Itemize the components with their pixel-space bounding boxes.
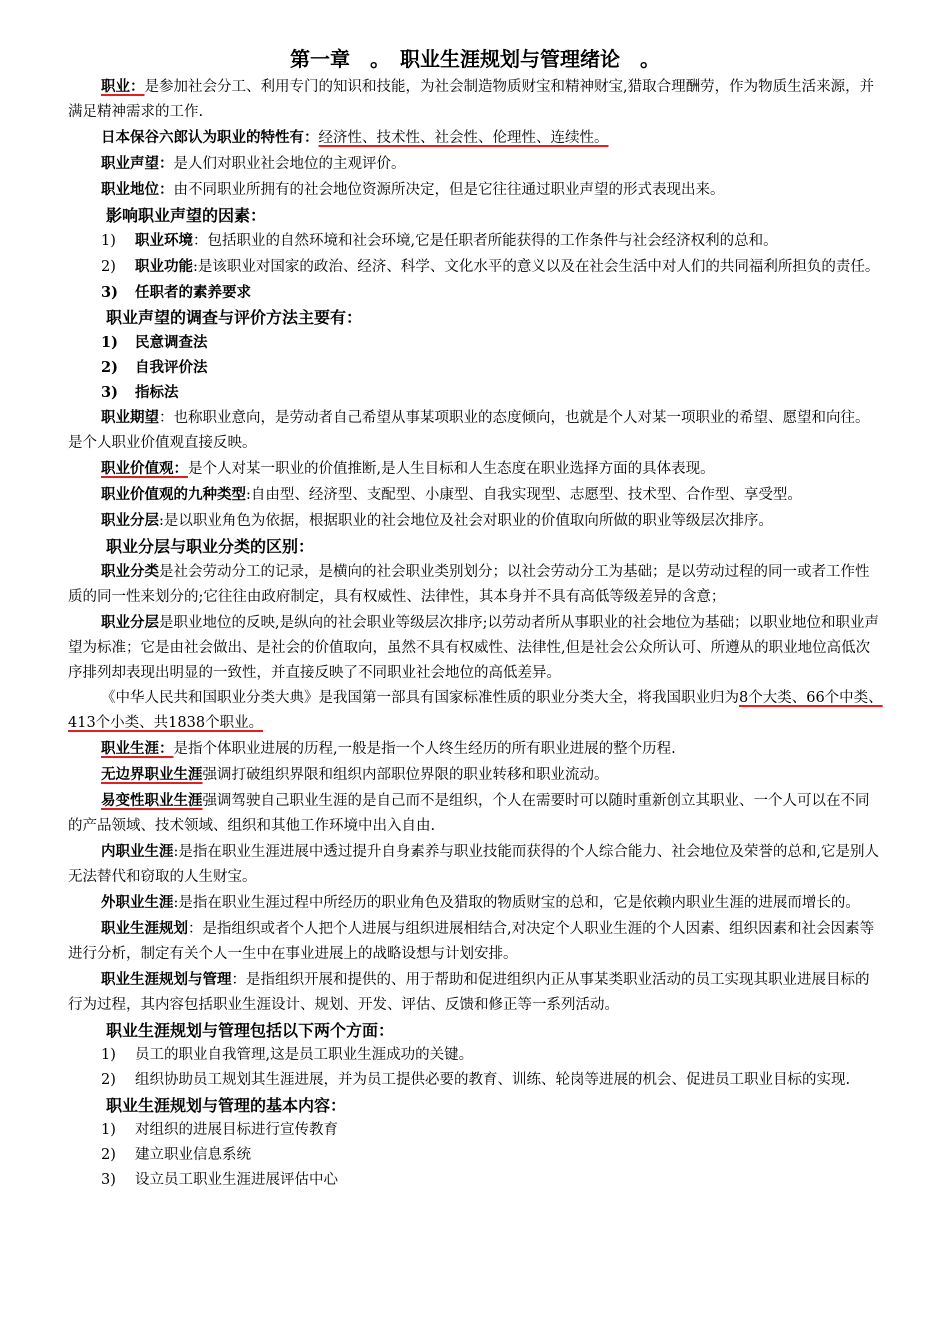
text: 《中华人民共和国职业分类大典》是我国第一部具有国家标准性质的职业分类大全，将我国职业归为 bbox=[101, 690, 739, 706]
list-item bbox=[68, 380, 883, 405]
list-item bbox=[68, 228, 883, 254]
list-number: 3) bbox=[101, 384, 118, 401]
list-number: 1) bbox=[101, 233, 116, 249]
section-heading: 影响职业声望的因素： bbox=[106, 206, 267, 225]
text: :是指在职业生涯进展中透过提升自身素养与职业技能而获得的个人综合能力、社会地位及荣誉的总和,它是别人无法替代和窃取的人生财宝。 bbox=[68, 844, 879, 885]
term: 职业声望： bbox=[101, 155, 174, 172]
paragraph-career-management bbox=[68, 967, 883, 1018]
text: 民意调查法 bbox=[135, 334, 208, 351]
term: 职业地位： bbox=[101, 181, 174, 198]
paragraph-occupation bbox=[68, 74, 883, 125]
text: ：是指组织或者个人把个人进展与组织进展相结合,对决定个人职业生涯的个人因素、组织因素和社会因素等进行分析，制定有关个人一生中在事业进展上的战略设想与计划安排。 bbox=[68, 921, 875, 962]
list-number: 3) bbox=[101, 1172, 116, 1188]
term: 职业生涯： bbox=[101, 740, 174, 757]
paragraph-expectation bbox=[68, 405, 883, 456]
paragraph-status bbox=[68, 177, 883, 203]
list-item bbox=[68, 1168, 883, 1193]
paragraph-internal-career bbox=[68, 839, 883, 890]
text: 强调打破组织界限和组织内部职位界限的职业转移和职业流动。 bbox=[202, 767, 609, 783]
term: 外职业生涯 bbox=[101, 894, 174, 911]
text: 设立员工职业生涯进展评估中心 bbox=[135, 1172, 338, 1188]
list-item bbox=[68, 1043, 883, 1068]
paragraph-career bbox=[68, 736, 883, 762]
list-number: 1) bbox=[101, 334, 118, 351]
paragraph-classification-dictionary bbox=[68, 686, 883, 736]
term: 职业分类 bbox=[101, 563, 159, 580]
paragraph-protean-career bbox=[68, 788, 883, 839]
term: 职业价值观的九种类型 bbox=[101, 486, 246, 503]
text: 是指个体职业进展的历程,一般是指一个人终生经历的所有职业进展的整个历程. bbox=[173, 741, 676, 757]
section-heading: 职业分层与职业分类的区别： bbox=[106, 537, 315, 556]
term: 职业分层 bbox=[101, 512, 159, 529]
term: 内职业生涯 bbox=[101, 843, 174, 860]
paragraph-external-career bbox=[68, 890, 883, 916]
paragraph-boundaryless-career bbox=[68, 762, 883, 788]
paragraph-classification bbox=[68, 559, 883, 610]
list-number: 2) bbox=[101, 1147, 116, 1163]
document-body bbox=[68, 74, 883, 1193]
highlight: 8个大类、66个中类、413个小类、共1838个职业。 bbox=[68, 690, 883, 731]
text: :自由型、经济型、支配型、小康型、自我实现型、志愿型、技术型、合作型、享受型。 bbox=[246, 487, 802, 503]
text: 是职业地位的反映,是纵向的社会职业等级层次排序;以劳动者所从事职业的社会地位为基础；以职业地位和职业声望为标准；它是由社会做出、是社会的价值取向，虽然不具有权威性、法律性,但是社会公众所认可、所遵从的职业地位高低次序排列却表现出明显的一致性，并直接反映了不同职业社会地位的高低差异。 bbox=[68, 615, 879, 681]
text: 建立职业信息系统 bbox=[135, 1147, 251, 1163]
paragraph-values bbox=[68, 456, 883, 482]
text: 经济性、技术性、社会性、伦理性、连续性。 bbox=[318, 130, 609, 146]
list-number: 3) bbox=[101, 284, 118, 301]
term: 职业： bbox=[101, 78, 145, 95]
term: 职业价值观： bbox=[101, 460, 188, 477]
text: :是该职业对国家的政治、经济、科学、文化水平的意义以及在社会生活中对人们的共同福利所担负的责任。 bbox=[193, 259, 880, 275]
text: ：是指组织开展和提供的、用于帮助和促进组织内正从事某类职业活动的员工实现其职业进展目标的行为过程，其内容包括职业生涯设计、规划、开发、评估、反馈和修正等一系列活动。 bbox=[68, 972, 870, 1013]
text: 组织协助员工规划其生涯进展，并为员工提供必要的教育、训练、轮岗等进展的机会、促进员工职业目标的实现. bbox=[135, 1072, 851, 1088]
text: ：包括职业的自然环境和社会环境,它是任职者所能获得的工作条件与社会经济权利的总和。 bbox=[193, 233, 778, 249]
list-item bbox=[68, 355, 883, 380]
list-number: 2) bbox=[101, 359, 118, 376]
text: 强调驾驶自己职业生涯的是自己而不是组织，个人在需要时可以随时重新创立其职业、一个人可以在不同的产品领域、技术领域、组织和其他工作环境中出入自由. bbox=[68, 793, 870, 834]
term: 职业功能 bbox=[135, 258, 193, 275]
paragraph-career-planning bbox=[68, 916, 883, 967]
text: 是人们对职业社会地位的主观评价。 bbox=[173, 156, 406, 172]
term: 职业分层 bbox=[101, 614, 159, 631]
text: 是个人对某一职业的价值推断,是人生目标和人生态度在职业选择方面的具体表现。 bbox=[188, 461, 715, 477]
list-number: 1) bbox=[101, 1122, 116, 1138]
text: 由不同职业所拥有的社会地位资源所决定，但是它往往通过职业声望的形式表现出来。 bbox=[173, 182, 725, 198]
list-item bbox=[68, 1068, 883, 1093]
text: 自我评价法 bbox=[135, 359, 208, 376]
section-heading: 职业生涯规划与管理的基本内容： bbox=[106, 1096, 347, 1115]
text: 员工的职业自我管理,这是员工职业生涯成功的关键。 bbox=[135, 1047, 474, 1063]
paragraph-value-types bbox=[68, 482, 883, 508]
chapter-title: 第一章 。 职业生涯规划与管理绪论 。 bbox=[290, 47, 660, 71]
list-item bbox=[68, 1118, 883, 1143]
list-number: 2) bbox=[101, 259, 116, 275]
list-item bbox=[68, 254, 883, 280]
paragraph-occupation-features bbox=[68, 125, 883, 151]
paragraph-prestige bbox=[68, 151, 883, 177]
text: 是参加社会分工、利用专门的知识和技能，为社会制造物质财宝和精神财宝,猎取合理酬劳，作为物质生活来源，并满足精神需求的工作. bbox=[68, 79, 875, 120]
text: 对组织的进展目标进行宣传教育 bbox=[135, 1122, 338, 1138]
term: 职业期望 bbox=[101, 409, 159, 426]
list-item bbox=[68, 280, 883, 305]
list-number: 2) bbox=[101, 1072, 116, 1088]
text: 指标法 bbox=[135, 384, 179, 401]
term: 无边界职业生涯 bbox=[101, 766, 203, 783]
text: 是社会劳动分工的记录，是横向的社会职业类别划分；以社会劳动分工为基础；是以劳动过程的同一或者工作性质的同一性来划分的;它往往由政府制定，具有权威性、法律性，其本身并不具有高低等级差异的含意； bbox=[68, 564, 870, 605]
list-item bbox=[68, 330, 883, 355]
text: ：也称职业意向，是劳动者自己希望从事某项职业的态度倾向，也就是个人对某一项职业的希望、愿望和向往。是个人职业价值观直接反映。 bbox=[68, 410, 870, 451]
term: 职业生涯规划 bbox=[101, 920, 188, 937]
term: 日本保谷六郎认为职业的特性有： bbox=[101, 129, 319, 146]
paragraph-stratification bbox=[68, 508, 883, 534]
text: :是指在职业生涯过程中所经历的职业角色及猎取的物质财宝的总和，它是依赖内职业生涯的进展而增长的。 bbox=[173, 895, 860, 911]
list-item bbox=[68, 1143, 883, 1168]
term: 易变性职业生涯 bbox=[101, 792, 203, 809]
text: :是以职业角色为依据，根据职业的社会地位及社会对职业的价值取向所做的职业等级层次排序。 bbox=[159, 513, 773, 529]
paragraph-stratification-detail bbox=[68, 610, 883, 686]
term: 职业生涯规划与管理 bbox=[101, 971, 232, 988]
text: 任职者的素养要求 bbox=[135, 284, 251, 301]
list-number: 1) bbox=[101, 1047, 116, 1063]
section-heading: 职业生涯规划与管理包括以下两个方面： bbox=[106, 1021, 395, 1040]
section-heading: 职业声望的调查与评价方法主要有： bbox=[106, 308, 363, 327]
term: 职业环境 bbox=[135, 232, 193, 249]
